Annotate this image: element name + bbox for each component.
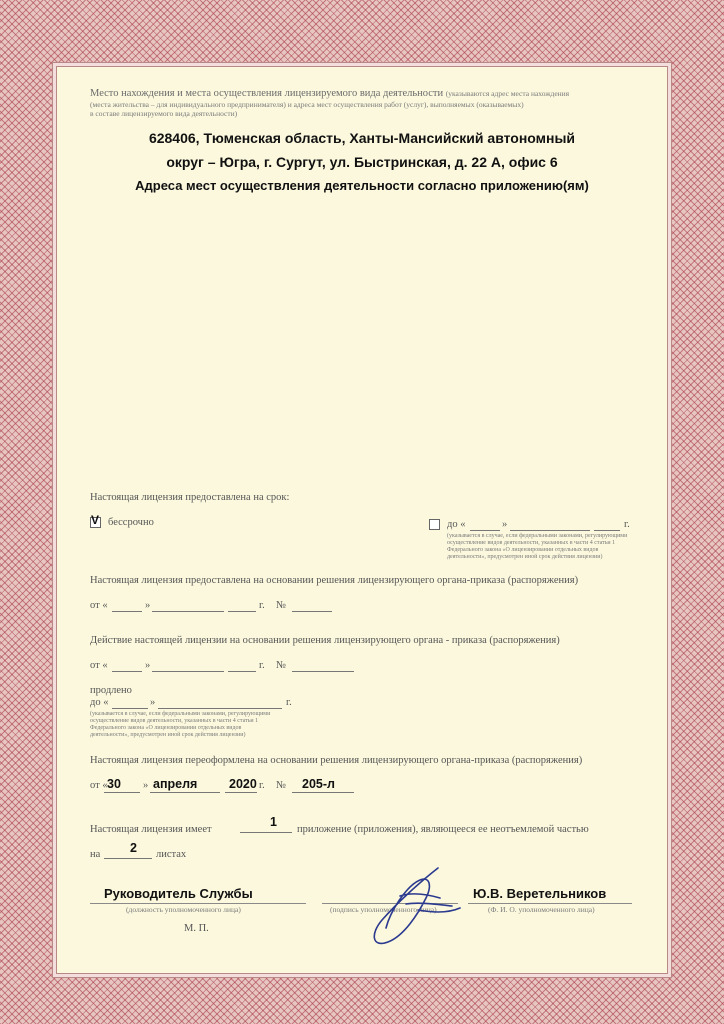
- signatory-position: Руководитель Службы: [104, 886, 253, 901]
- reissue-number: 205-л: [302, 777, 335, 791]
- prolonged-note-3: Федерального закона «О лицензировании отдельных видов: [90, 725, 242, 731]
- basis-day-field[interactable]: [112, 611, 142, 612]
- address-caption-line2: (места жительства – для индивидуального предпринимателя) и адреса мест осуществления работ (услуг), выполняемых (оказываемых): [90, 100, 524, 109]
- until-note-2: осуществление видов деятельности, указанных в части 4 статьи 1: [447, 540, 616, 546]
- reissue-number-label: №: [276, 780, 287, 791]
- reissue-day-underline: [104, 792, 140, 793]
- reissue-month: апреля: [153, 777, 198, 791]
- address-caption-note: (указываются адрес места нахождения: [445, 89, 570, 98]
- extension-year-label: г.: [259, 660, 265, 671]
- basis-year-label: г.: [259, 600, 265, 611]
- until-note-3: Федерального закона «О лицензировании отдельных видов: [447, 547, 599, 553]
- until-checkbox[interactable]: [429, 519, 440, 530]
- appendix-text-a: Настоящая лицензия имеет: [90, 824, 212, 835]
- extension-from-label: от «: [90, 660, 108, 671]
- name-line: [468, 903, 632, 904]
- signature-caption: (подпись уполномоченного лица): [330, 905, 437, 914]
- reissue-month-underline: [150, 792, 220, 793]
- handwritten-signature: [360, 862, 470, 952]
- until-label: до «: [447, 519, 466, 530]
- reissue-year-underline: [225, 792, 257, 793]
- until-month-field[interactable]: [510, 530, 590, 531]
- extension-number-label: №: [276, 660, 287, 671]
- reissue-heading: Настоящая лицензия переоформлена на основании решения лицензирующего органа-приказа (распоряжения): [90, 755, 583, 766]
- reissue-year-label: г.: [259, 780, 265, 791]
- extension-quote: »: [145, 660, 151, 671]
- appendix-on-label: на: [90, 849, 101, 860]
- prolonged-day-field[interactable]: [112, 708, 148, 709]
- reissue-quote: »: [143, 780, 149, 791]
- reissue-year: 2020: [229, 777, 257, 791]
- indefinite-check-mark: V: [91, 513, 100, 527]
- prolonged-label: продлено: [90, 685, 132, 696]
- until-year-label: г.: [624, 519, 630, 530]
- indefinite-label: бессрочно: [108, 517, 154, 528]
- position-line: [90, 903, 306, 904]
- reissue-from-label: от «: [90, 780, 108, 791]
- prolonged-note-1: (указывается в случае, если федеральными законами, регулирующими: [90, 711, 271, 717]
- extension-year-field[interactable]: [228, 671, 256, 672]
- address-caption-main: Место нахождения и места осуществления лицензируемого вида деятельности: [90, 88, 444, 99]
- address-line-1: 628406, Тюменская область, Ханты-Мансийский автономный: [148, 130, 576, 146]
- address-line-2: округ – Югра, г. Сургут, ул. Быстринская, д. 22 А, офис 6: [166, 154, 558, 170]
- address-caption-line1: [90, 88, 569, 99]
- extension-heading: Действие настоящей лицензии на основании решения лицензирующего органа - приказа (распоряжения): [90, 635, 560, 646]
- appendix-text-b: приложение (приложения), являющееся ее неотъемлемой частью: [297, 824, 589, 835]
- appendix-count: 1: [270, 815, 277, 829]
- prolonged-until-label: до «: [90, 697, 109, 708]
- appendix-sheets-underline: [104, 858, 152, 859]
- stamp-place-label: М. П.: [184, 923, 209, 934]
- prolonged-note-2: осуществление видов деятельности, указанных в части 4 статьи 1: [90, 718, 259, 724]
- basis-number-label: №: [276, 600, 287, 611]
- basis-year-field[interactable]: [228, 611, 256, 612]
- address-line-3: Адреса мест осуществления деятельности согласно приложению(ям): [135, 178, 589, 193]
- position-caption: (должность уполномоченного лица): [126, 905, 241, 914]
- basis-month-field[interactable]: [152, 611, 224, 612]
- appendix-count-underline: [240, 832, 292, 833]
- until-note-4: деятельности», предусмотрен иной срок действия лицензии): [447, 554, 603, 560]
- basis-heading: Настоящая лицензия предоставлена на основании решения лицензирующего органа-приказа (распоряжения): [90, 575, 579, 586]
- appendix-sheets: 2: [130, 841, 137, 855]
- signatory-name: Ю.В. Веретельников: [473, 886, 607, 901]
- extension-number-field[interactable]: [292, 671, 354, 672]
- basis-quote: »: [145, 600, 151, 611]
- address-caption-line3: в составе лицензируемого вида деятельности): [90, 109, 238, 118]
- term-heading: Настоящая лицензия предоставлена на срок:: [90, 492, 290, 503]
- reissue-day: 30: [107, 777, 121, 791]
- basis-from-label: от «: [90, 600, 108, 611]
- prolonged-year-label: г.: [286, 697, 292, 708]
- prolonged-note-4: деятельности», предусмотрен иной срок действия лицензии): [90, 732, 246, 738]
- prolonged-month-year-field[interactable]: [158, 708, 282, 709]
- prolonged-quote: »: [150, 697, 156, 708]
- extension-day-field[interactable]: [112, 671, 142, 672]
- name-caption: (Ф. И. О. уполномоченного лица): [488, 905, 595, 914]
- until-quote: »: [502, 519, 508, 530]
- extension-month-field[interactable]: [152, 671, 224, 672]
- basis-number-field[interactable]: [292, 611, 332, 612]
- until-note-1: (указывается в случае, если федеральными законами, регулирующими: [447, 533, 628, 539]
- reissue-number-underline: [292, 792, 354, 793]
- until-year-field[interactable]: [594, 530, 620, 531]
- appendix-sheets-label: листах: [156, 849, 187, 860]
- until-day-field[interactable]: [470, 530, 500, 531]
